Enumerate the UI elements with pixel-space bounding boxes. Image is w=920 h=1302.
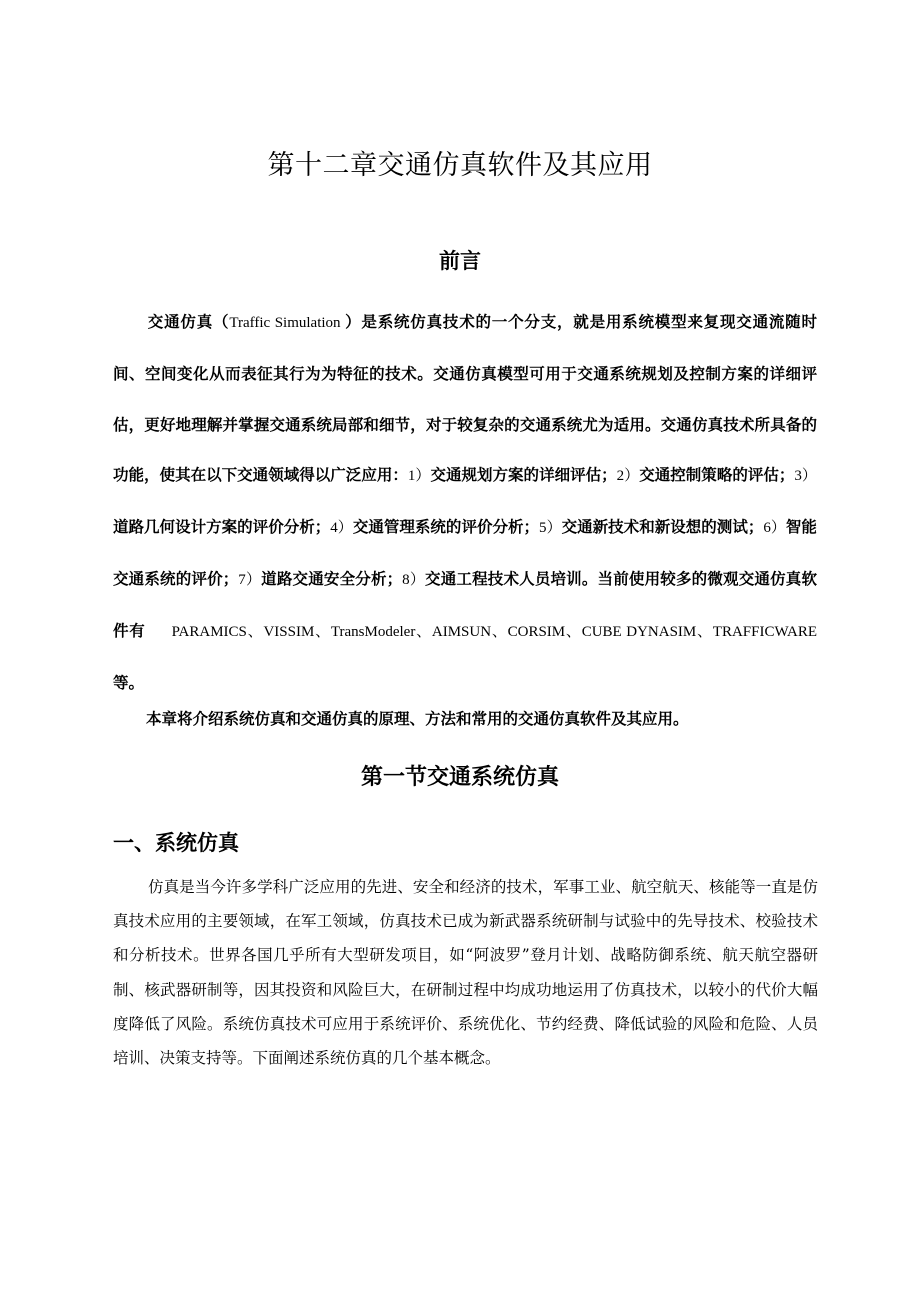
preface-text: 想的测试；: [685, 518, 764, 537]
preface-text: 道路几何设计方案的评价分析；: [113, 518, 331, 537]
preface-text: 交通规划方案的详细评估；: [430, 466, 617, 485]
chapter-title: 第十二章交通仿真软件及其应用: [267, 150, 653, 181]
preface-text: 用较多的微观交通仿真软件有: [113, 569, 817, 640]
preface-list-number: 6）: [763, 520, 786, 537]
preface-list-number: 2）: [616, 468, 640, 485]
preface-list-number: 7）: [238, 571, 262, 588]
preface-heading: 前言: [439, 249, 481, 273]
preface-text: 道路交通安全分析；: [261, 569, 403, 588]
preface-latin-term: Traffic Simulation: [229, 315, 346, 331]
preface-text: 等。: [113, 673, 145, 692]
preface-list-number: 3）: [794, 468, 817, 485]
preface-text: 时间、空间变化从而表征其行为为特征的技术。交通仿真模型可用于交通系统规划及控制方案的详细: [113, 313, 817, 383]
preface-list-number: 5）: [539, 520, 562, 537]
software-list: PARAMICS、VISSIM、TransModeler、AIMSUN、CORSIM、CUBE DYNASIM、TRAFFICWARE: [171, 623, 817, 640]
preface-text: 交通仿真（: [147, 313, 230, 331]
preface-text: 交通控制策略: [639, 466, 733, 485]
preface-list-number: 1）: [407, 468, 431, 485]
preface-paragraph: [113, 297, 817, 708]
preface-text: ）是系统仿真技术的一个分支，就是用系统模型来复现交通流随: [345, 313, 802, 331]
preface-list-number: 8）: [402, 571, 426, 588]
preface-text: 具备的功能，使其在以下交通领域得以广泛应用：: [113, 415, 817, 485]
preface-list-number: 4）: [330, 520, 353, 537]
chapter-intro-paragraph: 本章将介绍系统仿真和交通仿真的原理、方法和常用的交通仿真软件及其应用。: [146, 710, 689, 728]
preface-text: 智能交通系统的评价；: [113, 518, 817, 588]
body-paragraph: 仿真是当今许多学科广泛应用的先进、安全和经济的技术，军事工业、航空航天、核能等一直是仿真技术应用的主要领域，在军工领域，仿真技术已成为新武器系统研制与试验中的先导技术、校验技术和分析技术。世界各国几乎所有大型研发项目，如“阿波罗”登月计划、战略防御系统、航天航空器研制、核武器研制等，因其投资和风险巨大，在研制过程中均成功地运用了仿真技术，以较小的代价大幅度降低了风险。系统仿真技术可应用于系统评价、系统优化、节约经费、降低试验的风险和危险、人员培训、决策支持等。下面阐述系统仿真的几个基本概念。: [113, 878, 818, 1068]
subsection-title: 一、系统仿真: [113, 831, 239, 855]
preface-text: 评估，更好地理解并掌握交通系统局部和细节，对于较复杂的交通系统尤为适用。交通仿真技术所: [113, 364, 817, 434]
preface-text: 交通新技术和新设: [561, 518, 686, 537]
section-title: 第一节交通系统仿真: [360, 765, 559, 790]
preface-text: 交通管理系统的评价分析；: [352, 518, 540, 537]
preface-text: 的评估；: [732, 466, 795, 485]
preface-text: 交通工程技术人员培训。当前使: [425, 569, 645, 588]
